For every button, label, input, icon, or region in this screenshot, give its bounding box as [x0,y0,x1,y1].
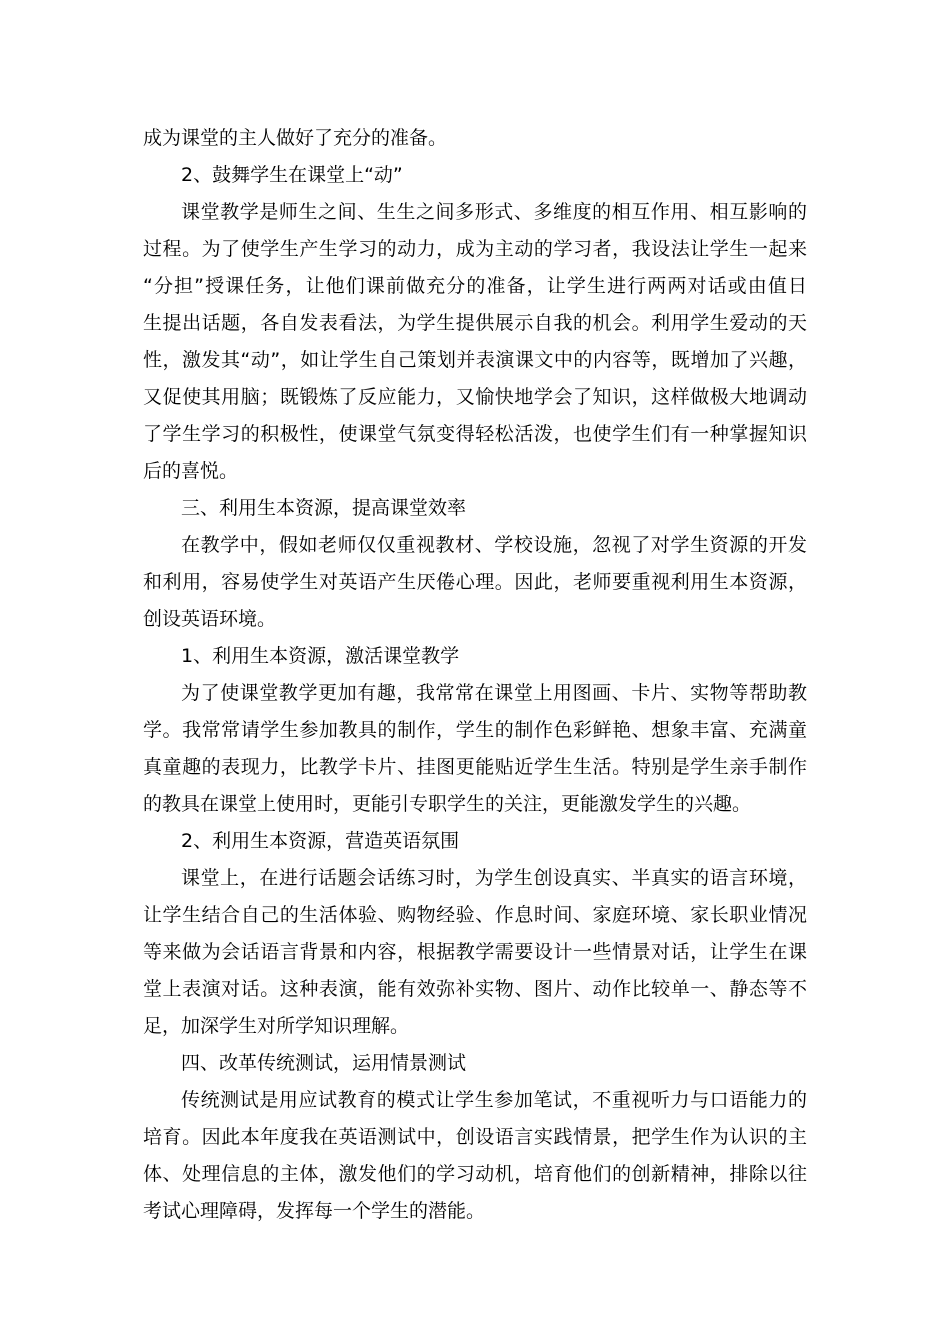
paragraph-line: 后的喜悦。 [143,460,239,482]
paragraph-line: 考试心理障碍，发挥每一个学生的潜能。 [143,1200,486,1222]
paragraph-line: 性，激发其“动”，如让学生自己策划并表演课文中的内容等，既增加了兴趣， [143,349,807,371]
paragraph-line: 堂上表演对话。这种表演，能有效弥补实物、图片、动作比较单一、静态等不 [143,978,807,1000]
paragraph-line: 让学生结合自己的生活体验、购物经验、作息时间、家庭环境、家长职业情况 [143,904,807,926]
document-body [143,120,807,1230]
paragraph-line: 成为课堂的主人做好了充分的准备。 [143,127,448,149]
paragraph-line: 学。我常常请学生参加教具的制作，学生的制作色彩鲜艳、想象丰富、充满童 [143,719,807,741]
paragraph-line: 在教学中，假如老师仅仅重视教材、学校设施，忽视了对学生资源的开发 [181,534,807,556]
paragraph-line: 真童趣的表现力，比教学卡片、挂图更能贴近学生生活。特别是学生亲手制作 [143,756,807,778]
section-heading: 2、利用生本资源，营造英语氛围 [181,830,460,852]
section-heading: 三、利用生本资源，提高课堂效率 [181,497,467,519]
paragraph-line: 为了使课堂教学更加有趣，我常常在课堂上用图画、卡片、实物等帮助教 [181,682,807,704]
paragraph-line: 课堂教学是师生之间、生生之间多形式、多维度的相互作用、相互影响的 [181,201,807,223]
paragraph-line: 了学生学习的积极性，使课堂气氛变得轻松活泼，也使学生们有一种掌握知识 [143,423,807,445]
paragraph-line: “分担”授课任务，让他们课前做充分的准备，让学生进行两两对话或由值日 [143,275,807,297]
paragraph-line: 和利用，容易使学生对英语产生厌倦心理。因此，老师要重视利用生本资源， [143,571,807,593]
paragraph-line: 课堂上，在进行话题会话练习时，为学生创设真实、半真实的语言环境， [181,867,807,889]
paragraph-line: 培育。因此本年度我在英语测试中，创设语言实践情景，把学生作为认识的主 [143,1126,807,1148]
paragraph-line: 体、处理信息的主体，激发他们的学习动机，培育他们的创新精神，排除以往 [143,1163,807,1185]
paragraph-line: 的教具在课堂上使用时，更能引专职学生的关注，更能激发学生的兴趣。 [143,793,752,815]
paragraph-line: 过程。为了使学生产生学习的动力，成为主动的学习者，我设法让学生一起来 [143,238,807,260]
paragraph-line: 又促使其用脑；既锻炼了反应能力，又愉快地学会了知识，这样做极大地调动 [143,386,807,408]
section-heading: 2、鼓舞学生在课堂上“动” [181,164,403,186]
paragraph-line: 生提出话题，各自发表看法，为学生提供展示自我的机会。利用学生爱动的天 [143,312,807,334]
paragraph-line: 创设英语环境。 [143,608,277,630]
section-heading: 1、利用生本资源，激活课堂教学 [181,645,460,667]
paragraph-line: 等来做为会话语言背景和内容，根据教学需要设计一些情景对话，让学生在课 [143,941,807,963]
paragraph-line: 传统测试是用应试教育的模式让学生参加笔试，不重视听力与口语能力的 [181,1089,807,1111]
paragraph-line: 足，加深学生对所学知识理解。 [143,1015,410,1037]
section-heading: 四、改革传统测试，运用情景测试 [181,1052,467,1074]
